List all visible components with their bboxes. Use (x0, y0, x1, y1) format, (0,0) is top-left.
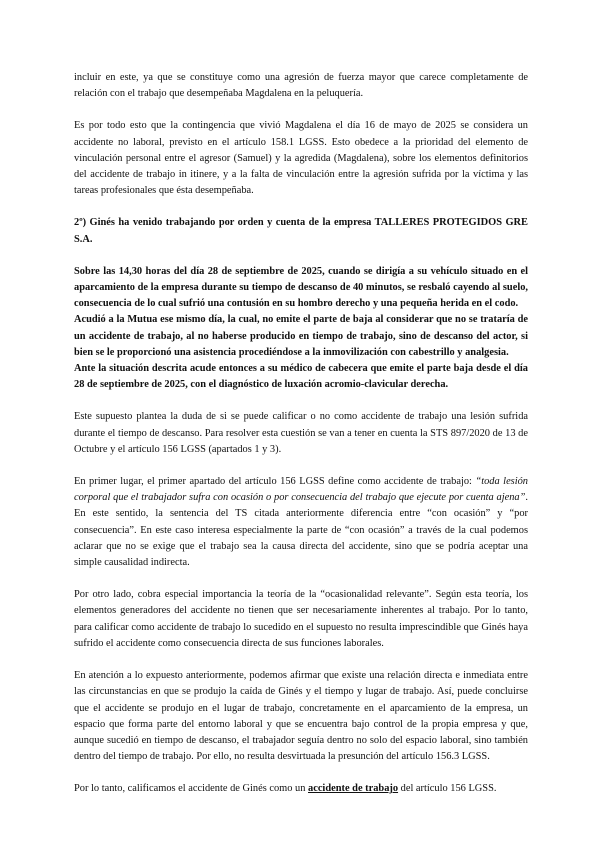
case-2-facts (74, 264, 528, 394)
paragraph-final-conclusion (74, 781, 528, 797)
legal-quote: “toda lesión corporal que el trabajador sufra con ocasión o por consecuencia del trabajo que ejecute por cuenta ajena” (74, 476, 529, 504)
paragraph-question: Este supuesto plantea la duda de si se puede calificar o no como accidente de trabajo una lesión sufrida durante el tiempo de descanso. Para resolver esta cuestión se van a tener en cuenta la STS 897/2020 de 13 de Octubre y el artículo 156 LGSS (apartados 1 y 3). (74, 411, 528, 455)
case-facts-line-3: Ante la situación descrita acude entonces a su médico de cabecera que emite el parte baja desde el día 28 de septiembre de 2025, con el diagnóstico de luxación acromio-clavicular derecha. (74, 363, 528, 391)
document-body (74, 70, 528, 798)
paragraph-article-156-1 (74, 474, 528, 571)
p4-pre: En primer lugar, el primer apartado del artículo 156 LGSS define como accidente de trabajo: (74, 476, 476, 488)
paragraph-ocasionalidad: Por otro lado, cobra especial importancia la teoría de la “ocasionalidad relevante”. Según esta teoría, los elementos generadores del accidente no tienen que ser necesariamente inherentes al trabajo. Por lo tanto, para calificar como accidente de trabajo lo sucedido en el supuesto no resulta imprescindible que Ginés haya sufrido el accidente como consecuencia directa de sus funciones laborales. (74, 589, 528, 649)
paragraph-analysis: En atención a lo expuesto anteriormente, podemos afirmar que existe una relación directa e inmediata entre las circunstancias en que se produjo la caída de Ginés y el tiempo y lugar de trabajo. Así, puede concluirse que el accidente se produjo en el lugar de trabajo, concretamente en el aparcamiento de la empresa, un espacio que forma parte del entorno laboral y que se encuentra bajo control de la propia empresa y que, aunque sucedió en tiempo de descanso, el trabajador seguía dentro no solo del espacio laboral, sino también dentro del tiempo de trabajo. Por ello, no resulta desvirtuada la presunción del artículo 156.3 LGSS. (74, 670, 528, 763)
conclusion-emphasis: accidente de trabajo (308, 783, 399, 795)
p7-post: del artículo 156 LGSS. (398, 783, 497, 795)
case-2-heading: 2º) Ginés ha venido trabajando por orden y cuenta de la empresa TALLERES PROTEGIDOS GRE S.A. (74, 217, 528, 245)
paragraph-conclusion-case-1: Es por todo esto que la contingencia que vivió Magdalena el día 16 de mayo de 2025 se considera un accidente no laboral, previsto en el artículo 158.1 LGSS. Esto obedece a la prioridad del elemento de vinculación personal entre el agresor (Samuel) y la agredida (Magdalena), sobre los elementos definitorios del accidente de trabajo in itinere, y a la falta de vinculación entre la agresión sufrida por la víctima y las tareas profesionales que ésta desempeñaba. (74, 120, 528, 197)
paragraph-continuation: incluir en este, ya que se constituye como una agresión de fuerza mayor que carece completamente de relación con el trabajo que desempeñaba Magdalena en la peluquería. (74, 72, 528, 100)
p7-pre: Por lo tanto, calificamos el accidente de Ginés como un (74, 783, 309, 795)
case-facts-line-2: Acudió a la Mutua ese mismo día, la cual, no emite el parte de baja al considerar que no se trataría de un accidente de trabajo, al no haberse producido en tiempo de trabajo, sino de descanso del actor, si bien se le proporcionó una asistencia procediéndose a la inmovilización con cabestrillo y analgesia. (74, 314, 528, 358)
case-facts-line-1: Sobre las 14,30 horas del día 28 de septiembre de 2025, cuando se dirigía a su vehículo situado en el aparcamiento de la empresa durante su tiempo de descanso de 40 minutos, se resbaló cayendo al suelo, consecuencia de lo cual sufrió una contusión en su hombro derecho y una pequeña herida en el codo. (74, 265, 528, 310)
p4-post: . En este sentido, la sentencia del TS citada anteriormente diferencia entre “con ocasión” y “por consecuencia”. En este caso interesa especialmente la parte de “con ocasión” a través de la cual podemos aclarar que no se exige que el trabajo sea la causa directa del accidente, sino que se podría aceptar una simple causalidad indirecta. (74, 492, 528, 569)
